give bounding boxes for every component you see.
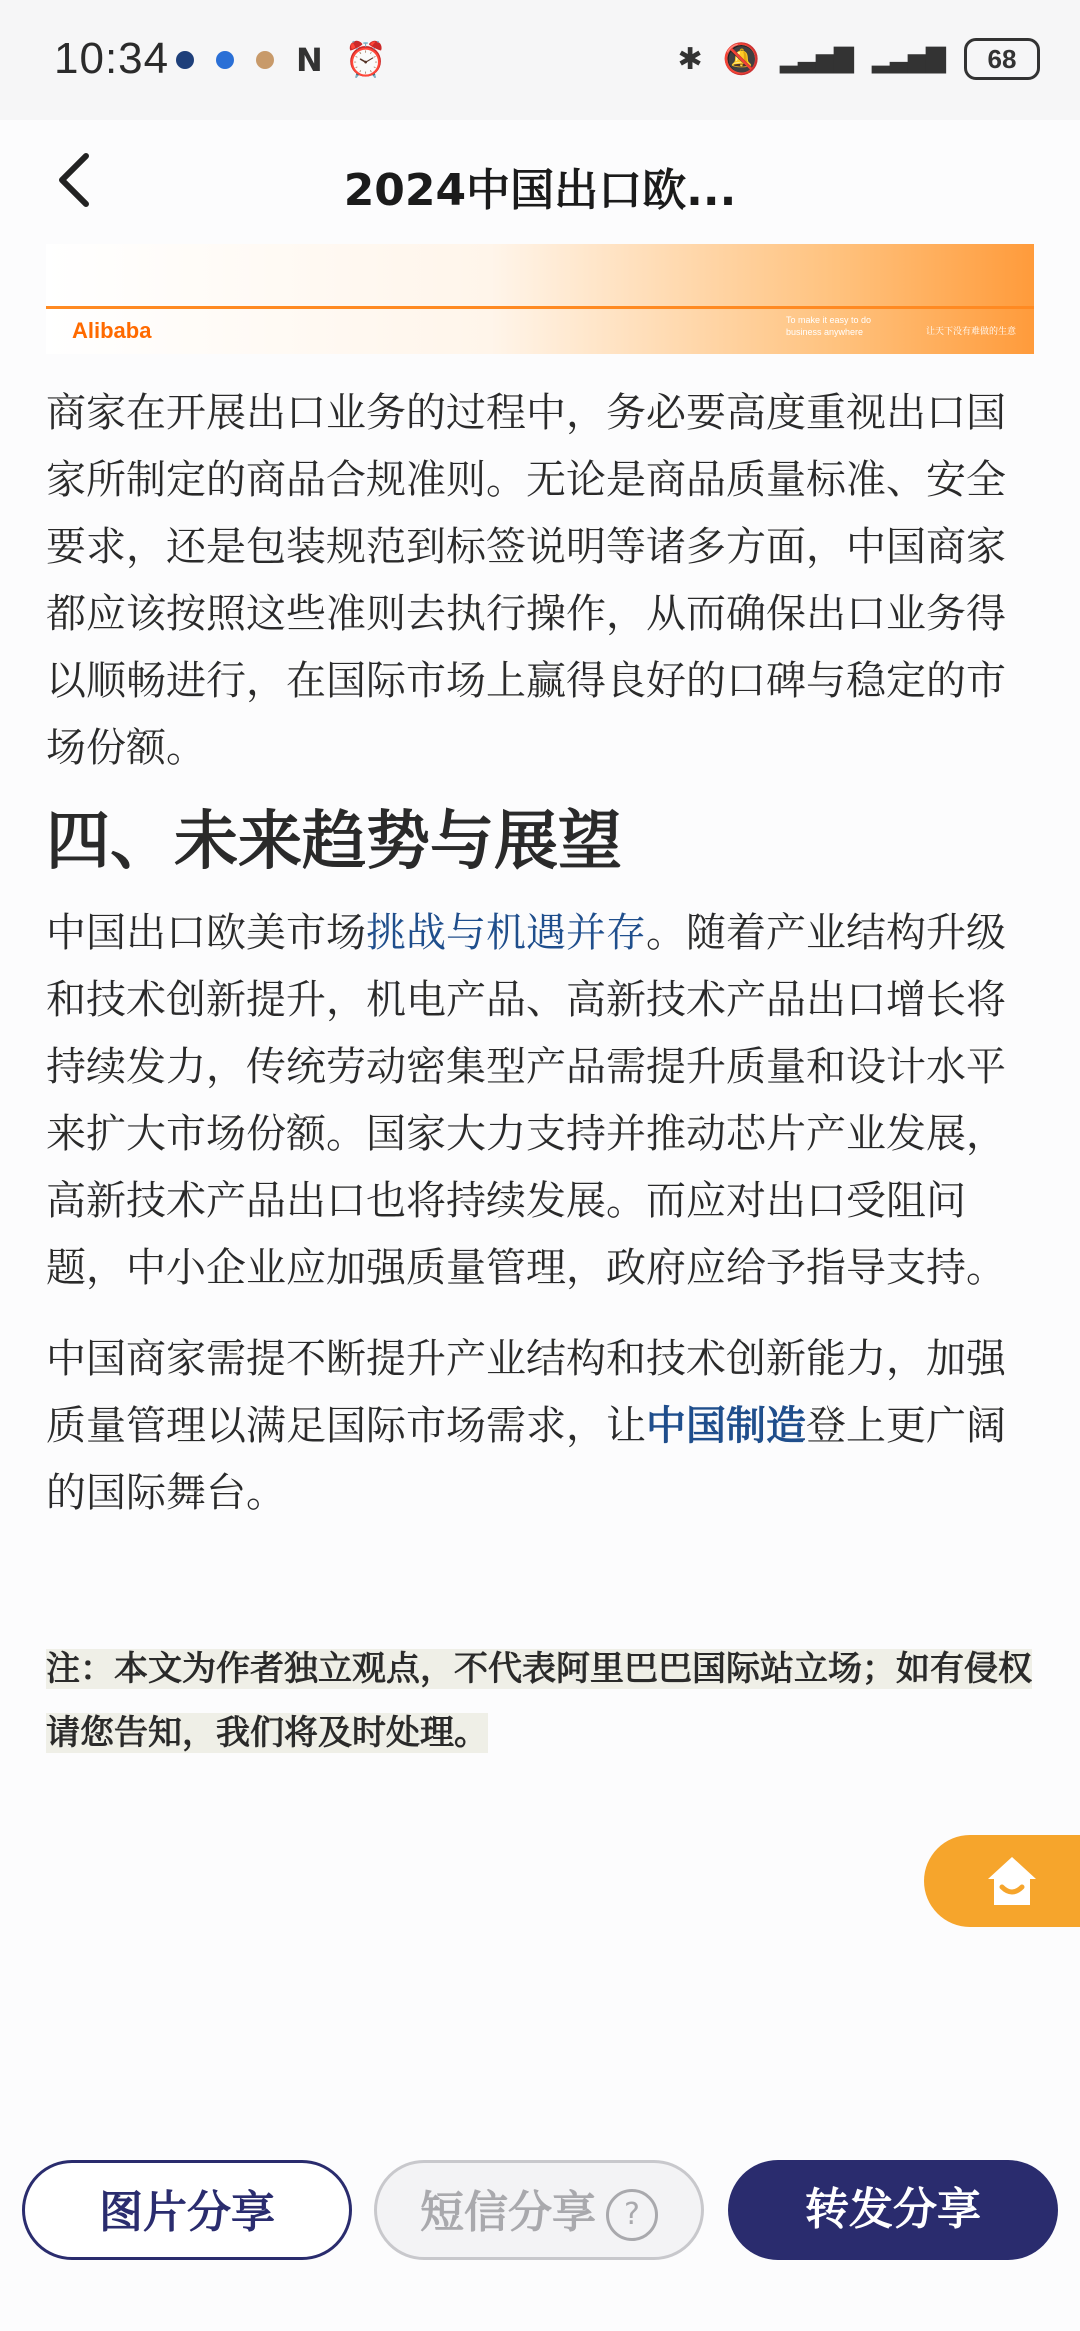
signal-icon: ▂▃▅▇: [780, 44, 853, 74]
bluetooth-icon: ✱: [677, 41, 703, 77]
avatar-notification-icon: [256, 51, 274, 69]
app-notification-icon: [176, 51, 194, 69]
top-nav-bar: [0, 120, 1080, 242]
disclaimer-note: 注：本文为作者独立观点，不代表阿里巴巴国际站立场；如有侵权请您告知，我们将及时处理。: [46, 1649, 1032, 1753]
paragraph-conclusion: [46, 1326, 1036, 1527]
share-action-bar: [0, 2150, 1080, 2270]
paragraph-trends: [46, 900, 1036, 1302]
status-time: 10:34: [54, 34, 170, 83]
notification-icons: [176, 40, 387, 80]
signal2-icon: ▂▃▅▇: [872, 44, 944, 74]
paragraph-compliance: 商家在开展出口业务的过程中，务必要高度重视出口国家所制定的商品合规准则。无论是商品质量标准、安全要求，还是包装规范到标签说明等诸多方面，中国商家都应该按照这些准则去执行操作，从而确保出口业务得以顺畅进行，在国际市场上赢得良好的口碑与稳定的市场份额。: [46, 390, 1006, 771]
paragraph-text: 中国出口欧美市场: [46, 910, 366, 956]
help-icon[interactable]: ?: [606, 2189, 658, 2241]
page-title: 2024中国出口欧...: [343, 165, 737, 216]
alarm-icon: ⏰: [344, 40, 388, 80]
sms-share-label: 短信分享: [420, 2187, 596, 2238]
mute-icon: 🔕: [722, 41, 761, 77]
sms-share-button[interactable]: [374, 2160, 704, 2260]
disclaimer-wrap: [46, 1637, 1036, 1765]
system-icons: [678, 38, 1040, 80]
challenge-opportunity-link[interactable]: 挑战与机遇并存: [366, 910, 646, 956]
forward-share-button[interactable]: 转发分享: [728, 2160, 1058, 2260]
section-heading: 四、未来趋势与展望: [46, 805, 622, 879]
article-banner: [46, 244, 1034, 354]
home-icon: [984, 1853, 1040, 1909]
status-bar: [0, 0, 1080, 120]
banner-tagline-en: To make it easy to do business anywhere: [786, 315, 872, 337]
paragraph-text: 。随着产业结构升级和技术创新提升，机电产品、高新技术产品出口增长将持续发力，传统劳动密集型产品需提升质量和设计水平来扩大市场份额。国家大力支持并推动芯片产业发展，高新技术产品出口也将持续发展。而应对出口受阻问题，中小企业应加强质量管理，政府应给予指导支持。: [46, 910, 1006, 1291]
banner-tagline-cn: 让天下没有难做的生意: [926, 326, 1017, 336]
banner-divider: [46, 306, 1034, 309]
paragraph-text: 登上更广阔的国际舞台。: [46, 1403, 1006, 1516]
image-share-button[interactable]: 图片分享: [22, 2160, 352, 2260]
browser-notification-icon: [216, 51, 234, 69]
battery-indicator: 68: [964, 38, 1040, 80]
alibaba-logo: Alibaba: [72, 318, 152, 343]
paragraph-text: 中国商家需提不断提升产业结构和技术创新能力，加强质量管理以满足国际市场需求，让: [46, 1336, 1006, 1449]
nfc-icon: N: [296, 41, 323, 79]
made-in-china-link[interactable]: 中国制造: [646, 1403, 806, 1449]
home-floating-button[interactable]: [924, 1835, 1080, 1927]
article-body: [46, 380, 1036, 1765]
